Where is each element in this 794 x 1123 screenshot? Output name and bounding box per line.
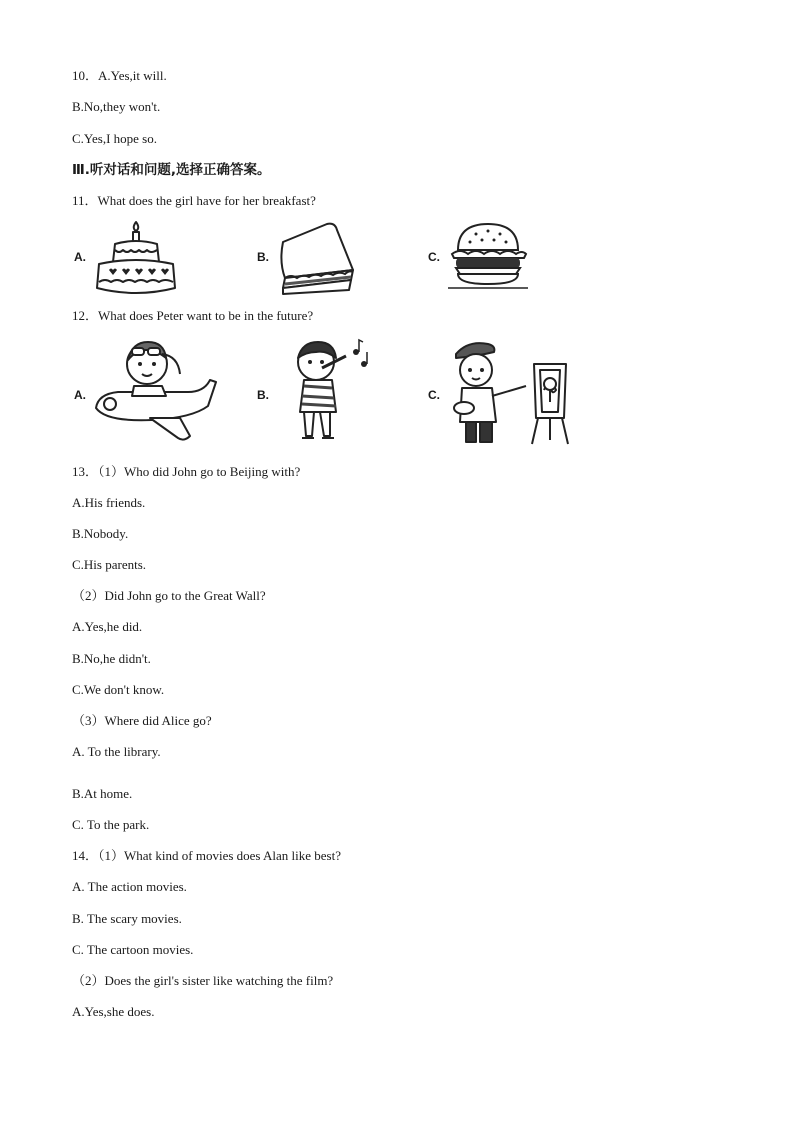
q12-option-b-letter: B. [257,388,269,402]
q13-p2-option-b: B.No,he didn't. [72,651,151,666]
q14-p1-option-c: C. The cartoon movies. [72,942,194,957]
q11-option-c-letter: C. [428,250,440,264]
q13-p1-option-c: C.His parents. [72,557,147,572]
q13-p3-option-a: A. To the library. [72,744,161,759]
hamburger-icon [448,220,528,295]
q14-p1-option-b: B. The scary movies. [72,911,182,926]
q13-p2-question: （2）Did John go to the Great Wall? [72,588,266,603]
q14-p1-option-a: A. The action movies. [72,879,187,894]
musician-icon [292,338,372,451]
q13-p3-option-b: B.At home. [72,786,133,801]
q13-p2-option-c: C.We don't know. [72,682,165,697]
q13-p1-question: 13．（1）Who did John go to Beijing with? [72,464,301,479]
q13-p3-option-c: C. To the park. [72,817,150,832]
q10-option-b: B.No,they won't. [72,99,161,114]
pilot-icon [92,340,220,451]
q14-p2-question: （2）Does the girl's sister like watching the film? [72,973,334,988]
q13-p3-question: （3）Where did Alice go? [72,713,212,728]
sandwich-icon [275,222,355,301]
section-3-heading: Ⅲ.听对话和问题,选择正确答案。 [72,162,271,178]
cake-icon [95,220,177,303]
q11-question: 11．What does the girl have for her breakfast? [72,193,316,208]
q13-p2-option-a: A.Yes,he did. [72,619,143,634]
painter-icon [448,340,572,451]
q12-option-a-letter: A. [74,388,86,402]
q10-option-c: C.Yes,I hope so. [72,131,157,146]
q14-p2-option-a: A.Yes,she does. [72,1004,155,1019]
q13-p1-option-a: A.His friends. [72,495,146,510]
q12-option-c-letter: C. [428,388,440,402]
q12-question: 12．What does Peter want to be in the future? [72,308,314,323]
q11-option-a-letter: A. [74,250,86,264]
q10-option-a: 10．A.Yes,it will. [72,68,167,83]
q14-p1-question: 14．（1）What kind of movies does Alan like best? [72,848,341,863]
q11-option-b-letter: B. [257,250,269,264]
q13-p1-option-b: B.Nobody. [72,526,129,541]
